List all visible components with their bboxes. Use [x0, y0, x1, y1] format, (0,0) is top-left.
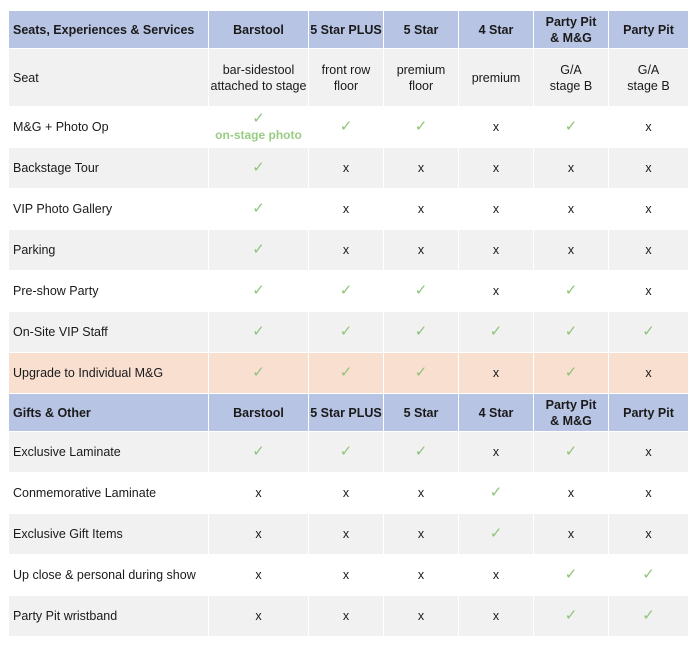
cross-icon: x	[645, 527, 652, 541]
check-icon: ✓	[252, 110, 265, 127]
section-title: Gifts & Other	[9, 394, 209, 432]
row-label: Conmemorative Laminate	[9, 473, 209, 514]
cell-5-star	[384, 271, 459, 312]
check-icon: ✓	[339, 282, 353, 299]
column-header-label: & M&G	[550, 413, 592, 428]
check-icon: ✓	[564, 282, 578, 299]
column-header-5-star-plus	[309, 394, 384, 432]
cell-5-star-plus	[309, 107, 384, 148]
row-label: Pre-show Party	[9, 271, 209, 312]
column-header-label: 5 Star	[403, 405, 439, 420]
cross-icon: x	[645, 366, 652, 380]
column-header-5-star-plus	[309, 11, 384, 49]
cross-icon: x	[567, 243, 575, 257]
column-header-label: 5 Star PLUS	[310, 405, 382, 420]
column-header-label: 4 Star	[478, 405, 514, 420]
cell-party-pit	[609, 107, 689, 148]
cell-5-star	[384, 49, 459, 107]
column-header-5-star	[384, 394, 459, 432]
cell-5-star	[384, 312, 459, 353]
cell-party-pit-mg	[534, 49, 609, 107]
column-header-label: Party Pit	[623, 22, 674, 37]
check-icon: ✓	[339, 364, 353, 381]
cross-icon: x	[255, 527, 262, 541]
seat-description: floor	[408, 78, 434, 93]
check-icon: ✓	[252, 200, 265, 217]
cross-icon: x	[417, 486, 425, 500]
cell-4-star	[459, 555, 534, 596]
cross-icon: x	[645, 284, 652, 298]
check-icon: ✓	[414, 443, 428, 460]
cross-icon: x	[645, 243, 652, 257]
column-header-party-pit	[609, 11, 689, 49]
cell-5-star	[384, 107, 459, 148]
section-header-row	[9, 394, 689, 432]
cell-5-star	[384, 148, 459, 189]
cell-barstool	[209, 230, 309, 271]
check-icon: ✓	[489, 323, 503, 340]
table-row	[9, 514, 689, 555]
row-label: On-Site VIP Staff	[9, 312, 209, 353]
cross-icon: x	[492, 366, 500, 380]
column-header-label: Party Pit	[545, 397, 597, 412]
cell-party-pit	[609, 49, 689, 107]
cell-4-star	[459, 596, 534, 637]
cell-barstool	[209, 312, 309, 353]
cell-5-star-plus	[309, 555, 384, 596]
table-row	[9, 49, 689, 107]
table-row	[9, 107, 689, 148]
check-icon: ✓	[252, 323, 265, 340]
cell-4-star	[459, 271, 534, 312]
cell-party-pit	[609, 353, 689, 394]
column-header-party-pit-mg	[534, 11, 609, 49]
cell-5-star-plus	[309, 312, 384, 353]
cross-icon: x	[492, 161, 500, 175]
row-label: Backstage Tour	[9, 148, 209, 189]
cell-party-pit-mg	[534, 596, 609, 637]
cross-icon: x	[255, 486, 262, 500]
cross-icon: x	[645, 445, 652, 459]
cross-icon: x	[645, 202, 652, 216]
cell-party-pit	[609, 555, 689, 596]
column-header-4-star	[459, 11, 534, 49]
cross-icon: x	[342, 243, 350, 257]
row-label: Up close & personal during show	[9, 555, 209, 596]
cross-icon: x	[417, 202, 425, 216]
cell-4-star	[459, 107, 534, 148]
cell-party-pit-mg	[534, 148, 609, 189]
cell-4-star	[459, 230, 534, 271]
cell-party-pit	[609, 514, 689, 555]
cell-5-star-plus	[309, 49, 384, 107]
row-label: Parking	[9, 230, 209, 271]
table-body	[9, 11, 689, 637]
section-header-row	[9, 11, 689, 49]
cross-icon: x	[492, 120, 500, 134]
cell-barstool	[209, 596, 309, 637]
column-header-4-star	[459, 394, 534, 432]
column-header-barstool	[209, 394, 309, 432]
cross-icon: x	[492, 284, 500, 298]
cell-5-star-plus	[309, 432, 384, 473]
cell-note: on-stage photo	[215, 128, 302, 142]
cross-icon: x	[417, 568, 425, 582]
check-icon: ✓	[414, 282, 428, 299]
column-header-label: & M&G	[550, 30, 592, 45]
check-icon: ✓	[489, 525, 503, 542]
check-icon: ✓	[564, 607, 578, 624]
cross-icon: x	[342, 568, 350, 582]
seat-description: G/A	[637, 62, 660, 77]
cell-4-star	[459, 148, 534, 189]
cross-icon: x	[567, 202, 575, 216]
check-icon: ✓	[642, 566, 655, 583]
cell-5-star-plus	[309, 230, 384, 271]
column-header-label: Party Pit	[545, 14, 597, 29]
check-icon: ✓	[564, 323, 578, 340]
cell-5-star-plus	[309, 473, 384, 514]
cell-party-pit-mg	[534, 107, 609, 148]
cell-party-pit	[609, 230, 689, 271]
check-icon: ✓	[564, 566, 578, 583]
check-icon: ✓	[564, 443, 578, 460]
cell-barstool	[209, 49, 309, 107]
seat-description: bar-sidestool	[222, 62, 295, 77]
cell-5-star	[384, 432, 459, 473]
check-icon: ✓	[414, 323, 428, 340]
cell-barstool	[209, 189, 309, 230]
column-header-5-star	[384, 11, 459, 49]
row-label: Party Pit wristband	[9, 596, 209, 637]
check-icon: ✓	[564, 118, 578, 135]
cell-barstool	[209, 432, 309, 473]
cross-icon: x	[342, 609, 350, 623]
cell-5-star	[384, 514, 459, 555]
cell-barstool	[209, 271, 309, 312]
table-row	[9, 148, 689, 189]
cell-party-pit	[609, 432, 689, 473]
cross-icon: x	[492, 202, 500, 216]
column-header-label: 4 Star	[478, 22, 514, 37]
cell-party-pit-mg	[534, 353, 609, 394]
table-row	[9, 596, 689, 637]
check-icon: ✓	[414, 364, 428, 381]
cell-4-star	[459, 312, 534, 353]
column-header-label: 5 Star PLUS	[310, 22, 382, 37]
cell-5-star-plus	[309, 596, 384, 637]
vip-packages-table	[8, 10, 689, 637]
cross-icon: x	[255, 568, 262, 582]
seat-description: stage B	[549, 78, 593, 93]
cell-party-pit-mg	[534, 473, 609, 514]
cross-icon: x	[342, 202, 350, 216]
cross-icon: x	[417, 527, 425, 541]
cell-4-star	[459, 189, 534, 230]
table-row	[9, 230, 689, 271]
table-row	[9, 432, 689, 473]
table-row	[9, 353, 689, 394]
check-icon: ✓	[642, 323, 655, 340]
check-icon: ✓	[252, 282, 265, 299]
cross-icon: x	[567, 486, 575, 500]
cell-5-star	[384, 596, 459, 637]
table-row	[9, 189, 689, 230]
seat-description: attached to stage	[210, 78, 307, 93]
cell-5-star-plus	[309, 514, 384, 555]
check-icon: ✓	[252, 364, 265, 381]
cell-4-star	[459, 514, 534, 555]
cell-5-star	[384, 353, 459, 394]
cell-barstool	[209, 148, 309, 189]
section-title: Seats, Experiences & Services	[9, 11, 209, 49]
table-row	[9, 312, 689, 353]
cell-party-pit	[609, 189, 689, 230]
check-icon: ✓	[339, 323, 353, 340]
cell-party-pit	[609, 473, 689, 514]
cell-party-pit-mg	[534, 230, 609, 271]
seat-description: front row	[321, 62, 371, 77]
cell-barstool	[209, 555, 309, 596]
cell-party-pit	[609, 312, 689, 353]
seat-description: G/A	[560, 62, 582, 77]
cell-5-star-plus	[309, 148, 384, 189]
column-header-label: Barstool	[233, 22, 284, 37]
check-icon: ✓	[564, 364, 578, 381]
cell-party-pit	[609, 271, 689, 312]
cell-party-pit-mg	[534, 514, 609, 555]
cell-4-star	[459, 473, 534, 514]
cell-4-star	[459, 353, 534, 394]
cross-icon: x	[417, 161, 425, 175]
row-label: M&G + Photo Op	[9, 107, 209, 148]
cross-icon: x	[567, 161, 575, 175]
seat-description: floor	[333, 78, 359, 93]
row-label: Upgrade to Individual M&G	[9, 353, 209, 394]
cross-icon: x	[645, 120, 652, 134]
column-header-label: Party Pit	[623, 405, 674, 420]
cross-icon: x	[342, 527, 350, 541]
row-label: Seat	[9, 49, 209, 107]
row-label: VIP Photo Gallery	[9, 189, 209, 230]
cross-icon: x	[492, 243, 500, 257]
cell-5-star	[384, 189, 459, 230]
cross-icon: x	[417, 243, 425, 257]
check-icon: ✓	[252, 443, 265, 460]
table-row	[9, 473, 689, 514]
column-header-party-pit	[609, 394, 689, 432]
column-header-label: 5 Star	[403, 22, 439, 37]
check-icon: ✓	[489, 484, 503, 501]
table-row	[9, 271, 689, 312]
column-header-barstool	[209, 11, 309, 49]
check-icon: ✓	[252, 241, 265, 258]
column-header-label: Barstool	[233, 405, 284, 420]
cross-icon: x	[645, 486, 652, 500]
cross-icon: x	[342, 161, 350, 175]
row-label: Exclusive Gift Items	[9, 514, 209, 555]
cell-party-pit	[609, 596, 689, 637]
check-icon: ✓	[414, 118, 428, 135]
cell-barstool	[209, 107, 309, 148]
cell-4-star	[459, 432, 534, 473]
cell-5-star	[384, 473, 459, 514]
seat-description: stage B	[627, 78, 670, 93]
cell-4-star	[459, 49, 534, 107]
cell-party-pit	[609, 148, 689, 189]
cell-party-pit-mg	[534, 271, 609, 312]
seat-description: premium	[471, 70, 521, 85]
cell-party-pit-mg	[534, 555, 609, 596]
cell-5-star	[384, 555, 459, 596]
cross-icon: x	[645, 161, 652, 175]
cell-5-star	[384, 230, 459, 271]
check-icon: ✓	[642, 607, 655, 624]
cell-barstool	[209, 473, 309, 514]
seat-description: premium	[396, 62, 446, 77]
cell-party-pit-mg	[534, 189, 609, 230]
cell-barstool	[209, 514, 309, 555]
column-header-party-pit-mg	[534, 394, 609, 432]
cross-icon: x	[492, 445, 500, 459]
cell-5-star-plus	[309, 353, 384, 394]
cell-5-star-plus	[309, 189, 384, 230]
cross-icon: x	[567, 527, 575, 541]
table-row	[9, 555, 689, 596]
check-icon: ✓	[339, 443, 353, 460]
check-icon: ✓	[339, 118, 353, 135]
cross-icon: x	[492, 609, 500, 623]
check-icon: ✓	[252, 159, 265, 176]
cross-icon: x	[417, 609, 425, 623]
cross-icon: x	[255, 609, 262, 623]
cell-party-pit-mg	[534, 432, 609, 473]
cell-barstool	[209, 353, 309, 394]
cell-5-star-plus	[309, 271, 384, 312]
cell-party-pit-mg	[534, 312, 609, 353]
cross-icon: x	[492, 568, 500, 582]
cross-icon: x	[342, 486, 350, 500]
row-label: Exclusive Laminate	[9, 432, 209, 473]
